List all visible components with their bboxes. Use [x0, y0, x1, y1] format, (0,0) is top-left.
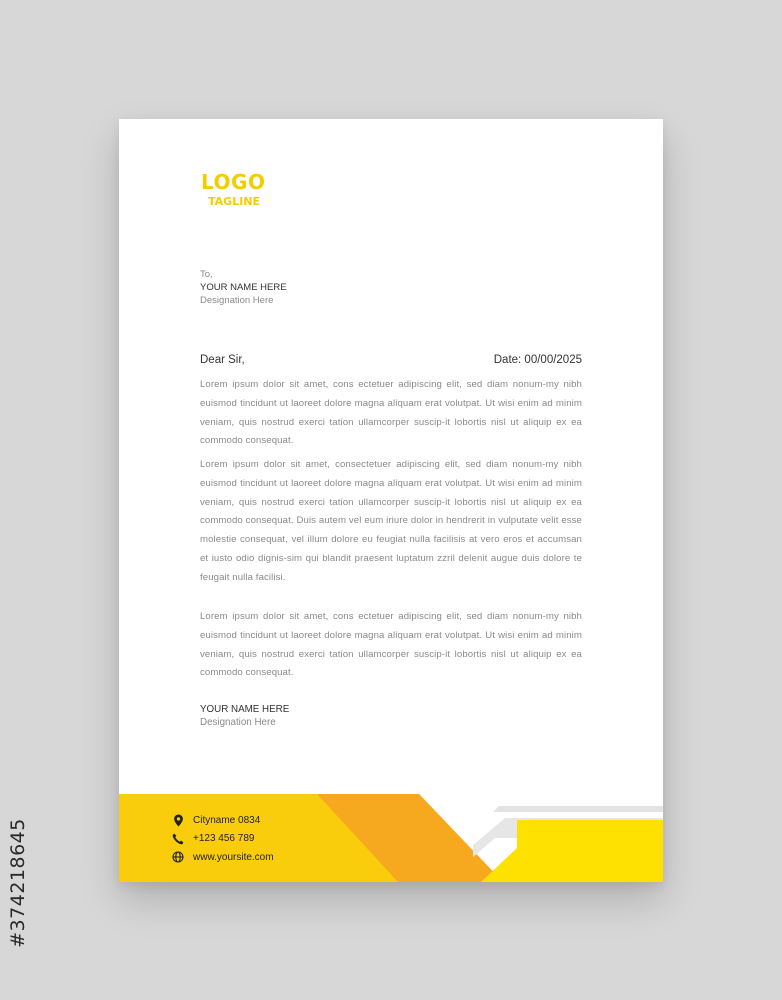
- globe-icon: [171, 850, 185, 864]
- body-paragraph-3: Lorem ipsum dolor sit amet, cons ectetuer adipiscing elit, sed diam nonum-my nibh euismod tincidunt ut laoreet dolore magna aliquam erat volutpat. Ut wisi enim ad minim veniam, quis nostrud exerci tation ullamcorper suscip-it lobortis nisl ut aliquip ex ea commodo consequat.: [200, 611, 582, 679]
- logo: [201, 171, 265, 208]
- contact-address: [171, 811, 274, 830]
- contact-phone-text: +123 456 789: [193, 833, 255, 845]
- signature-name: YOUR NAME HERE: [200, 704, 290, 715]
- greeting: Dear Sir,: [200, 354, 245, 366]
- signature-block: [200, 703, 289, 729]
- letterhead-sheet: [119, 119, 663, 882]
- phone-icon: [171, 832, 185, 846]
- contact-website: [171, 848, 274, 867]
- contact-address-text: Cityname 0834: [193, 814, 261, 826]
- stock-id-text: #374218645: [7, 817, 29, 948]
- logo-title: LOGO: [201, 170, 266, 194]
- contact-phone: [171, 830, 274, 849]
- recipient-block: [200, 268, 287, 307]
- recipient-designation: Designation Here: [200, 295, 274, 306]
- contact-website-text: www.yoursite.com: [193, 851, 274, 863]
- to-label: To,: [200, 269, 213, 280]
- logo-tagline: TAGLINE: [208, 195, 261, 208]
- body-paragraph-1: Lorem ipsum dolor sit amet, cons ectetuer adipiscing elit, sed diam nonum-my nibh euismod tincidunt ut laoreet dolore magna aliquam erat volutpat. Ut wisi enim ad minim veniam, quis nostrud exerci tation ullamcorper suscip-it lobortis nisl ut aliquip ex ea commodo consequat.: [200, 379, 582, 447]
- location-pin-icon: [171, 813, 185, 827]
- body-paragraph-2: Lorem ipsum dolor sit amet, consectetuer adipiscing elit, sed diam nonum-my nibh euismod tincidunt ut laoreet dolore magna aliquam erat volutpat. Ut wisi enim ad minim veniam, quis nostrud exerci tation ullamcorper suscip-it lobortis nisl ut aliquip ex ea commodo consequat. Duis autem vel eum iriure dolor in hendrerit in vulputate velit esse molestie consequat, vel illum dolore eu feugiat nulla facilisis at vero eros et accumsan et iusto odio dignis-sim qui blandit praesent luptatum zzril delenit augue duis dolore te feugait nulla facilisi.: [200, 459, 582, 583]
- date: Date: 00/00/2025: [493, 354, 582, 366]
- recipient-name: YOUR NAME HERE: [200, 282, 287, 293]
- stock-id-watermark: [6, 770, 30, 995]
- contact-list: [171, 811, 274, 867]
- footer-grey-strip: [493, 806, 663, 812]
- signature-designation: Designation Here: [200, 717, 276, 728]
